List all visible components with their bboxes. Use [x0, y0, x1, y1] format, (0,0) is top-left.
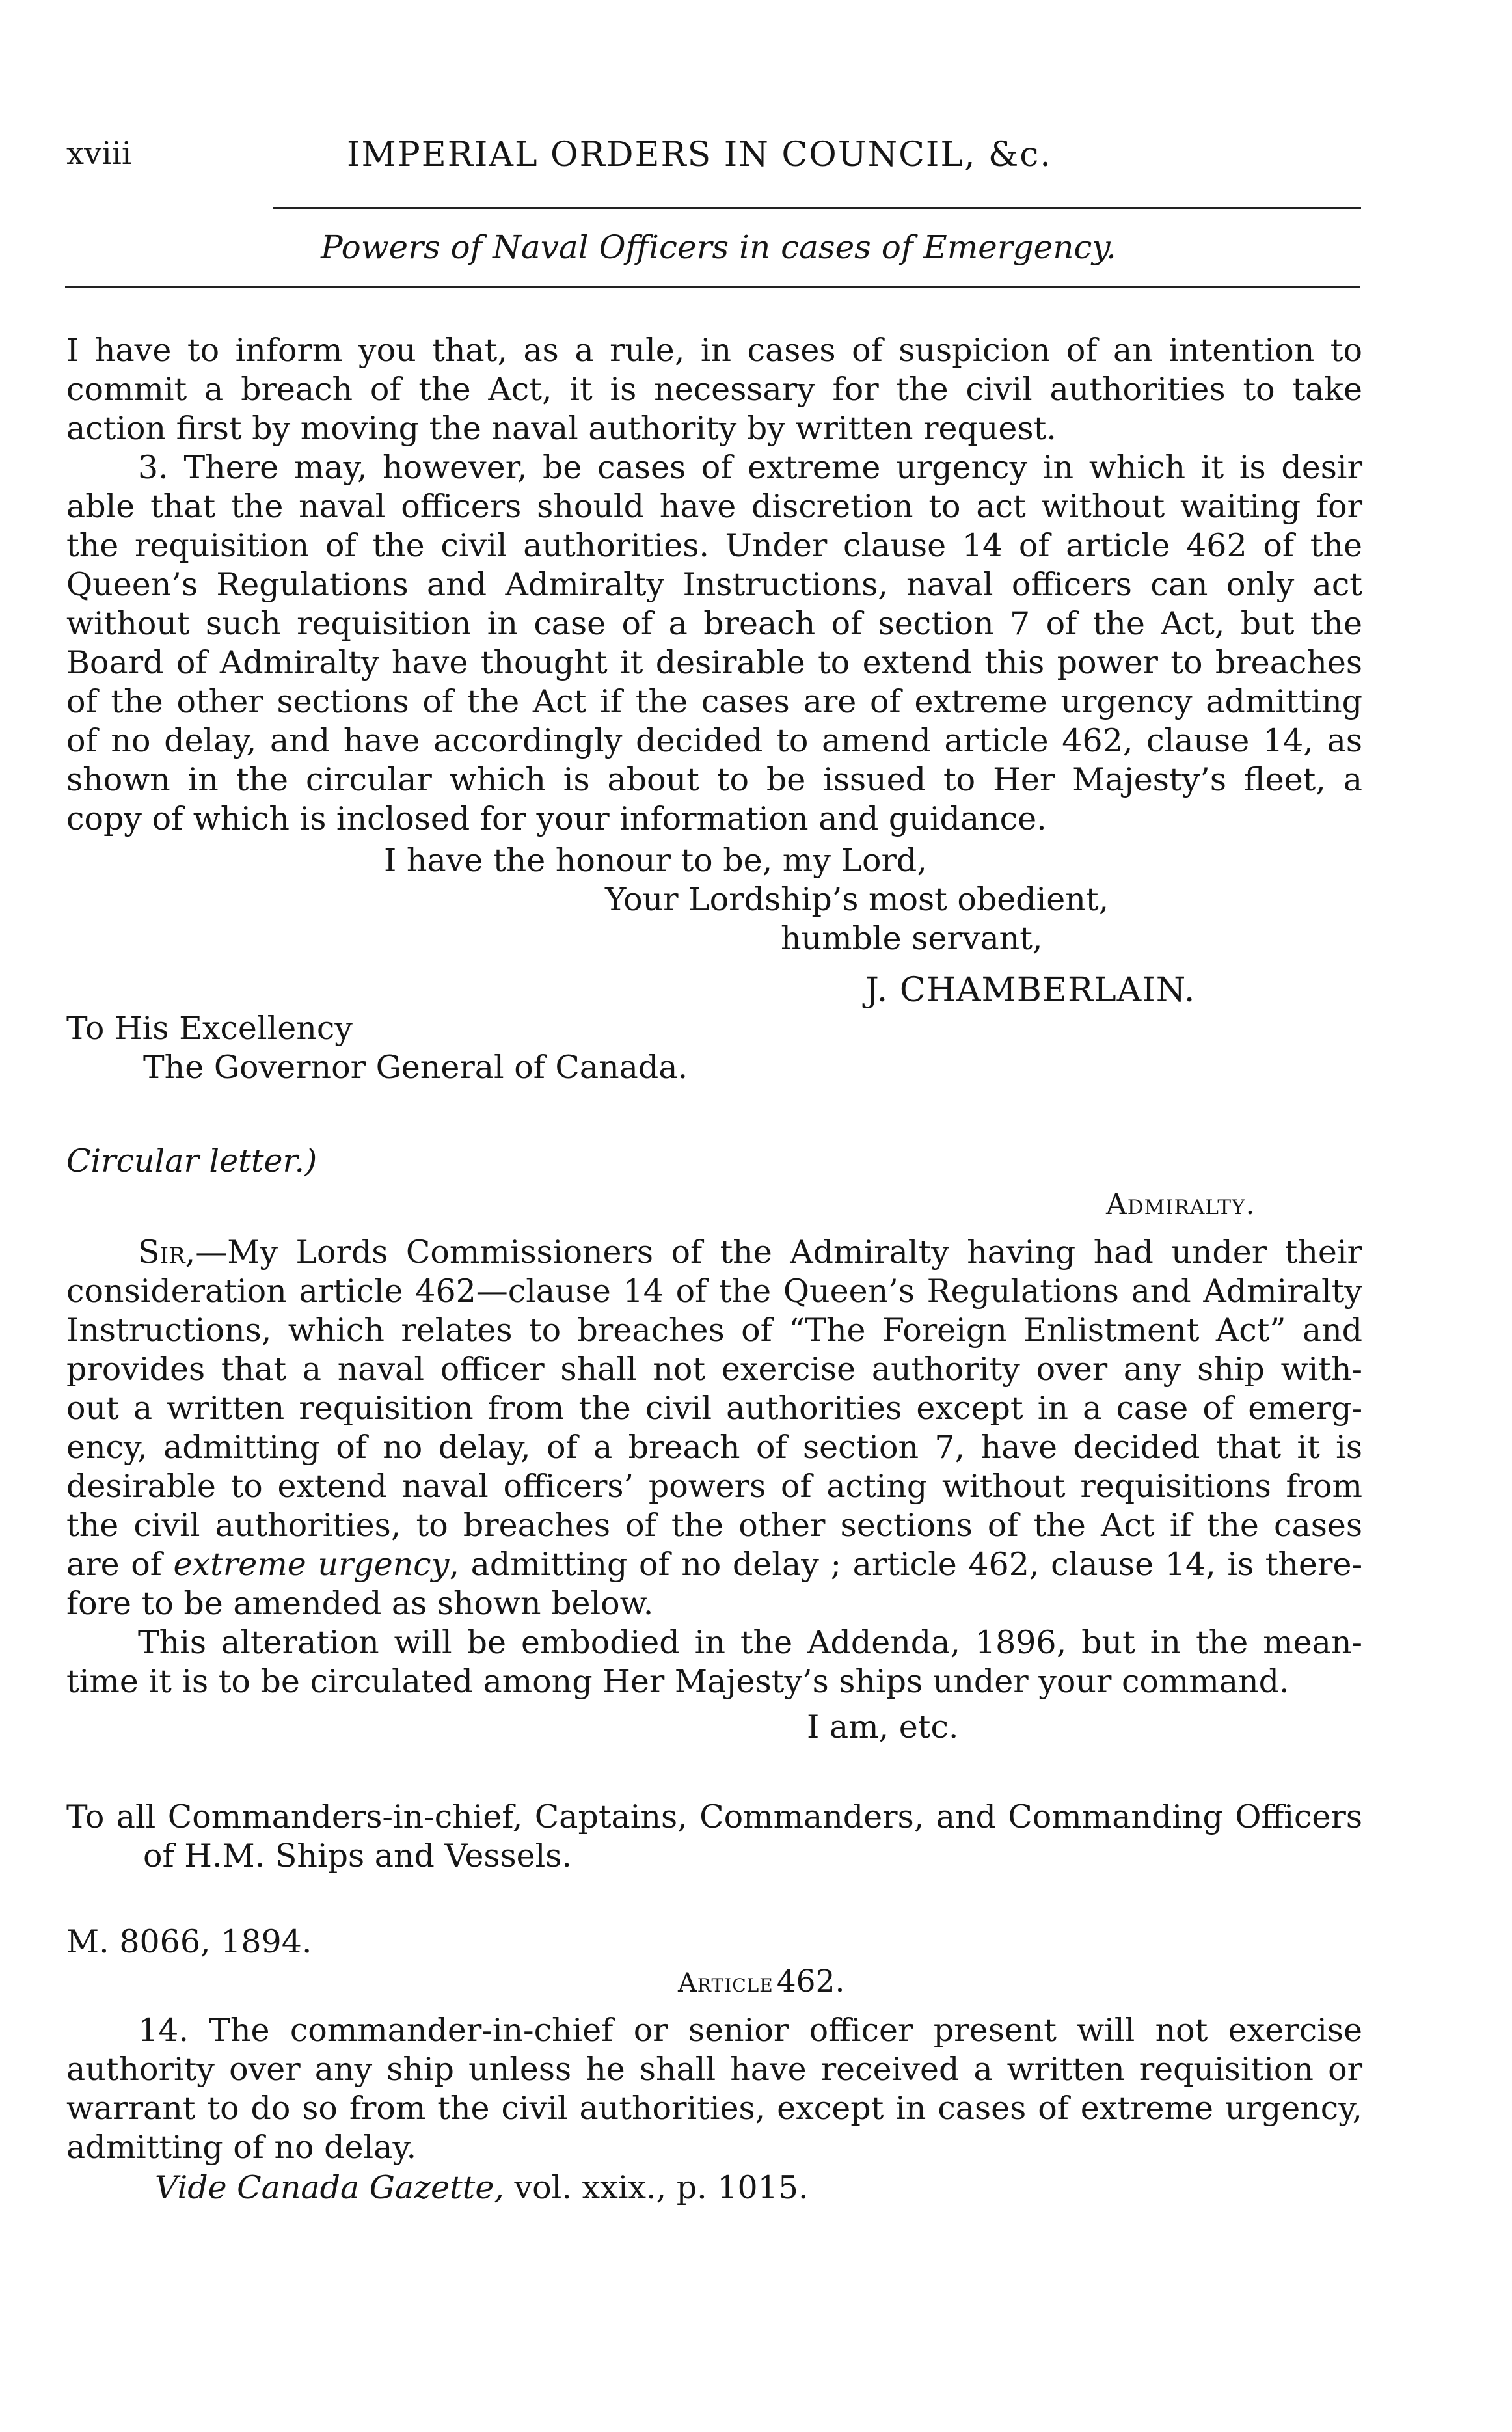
text-line: Queen’s Regulations and Admiralty Instructions, naval officers can only act: [66, 566, 1362, 603]
article-heading: Article 462.: [678, 1964, 845, 1999]
text-line: without such requisition in case of a breach of section 7 of the Act, but the: [66, 605, 1362, 642]
text-line: provides that a naval officer shall not exercise authority over any ship with-: [66, 1351, 1362, 1388]
text-line: 3. There may, however, be cases of extreme urgency in which it is desir: [138, 449, 1362, 486]
closing-line: Your Lordship’s most obedient,: [605, 881, 1109, 918]
text-line: the civil authorities, to breaches of the other sections of the Act if the cases: [66, 1507, 1362, 1544]
text-line: time it is to be circulated among Her Majesty’s ships under your command.: [66, 1663, 1289, 1700]
text-line: authority over any ship unless he shall have received a written requisition or: [66, 2051, 1362, 2088]
text-line: Board of Admiralty have thought it desirable to extend this power to breaches: [66, 644, 1362, 681]
text-line: warrant to do so from the civil authorities, except in cases of extreme urgency,: [66, 2090, 1362, 2127]
text-line: the requisition of the civil authorities. Under clause 14 of article 462 of the: [66, 527, 1362, 564]
text-line: fore to be amended as shown below.: [66, 1585, 654, 1622]
emphasis: extreme urgency: [173, 1546, 450, 1583]
circular-origin: Admiralty.: [1106, 1188, 1256, 1221]
text-line: copy of which is inclosed for your information and guidance.: [66, 800, 1047, 837]
text-line: 14. The commander-in-chief or senior officer present will not exercise: [138, 2012, 1362, 2049]
circular-recipients: To all Commanders-in-chief, Captains, Commanders, and Commanding Officers: [66, 1798, 1362, 1835]
text-line: out a written requisition from the civil authorities except in a case of emerg-: [66, 1390, 1362, 1427]
signature: J. CHAMBERLAIN.: [865, 971, 1196, 1010]
text-line: ency, admitting of no delay, of a breach of section 7, have decided that it is: [66, 1429, 1362, 1466]
circular-recipients-line-2: of H.M. Ships and Vessels.: [143, 1837, 573, 1874]
text-line: commit a breach of the Act, it is necessary for the civil authorities to take: [66, 371, 1362, 408]
header-rule-bottom: [65, 286, 1360, 288]
text-line: Sir,—My Lords Commissioners of the Admiralty having had under their: [138, 1234, 1362, 1271]
text-line: able that the naval officers should have discretion to act without waiting for: [66, 488, 1362, 525]
text-line: of no delay, and have accordingly decided to amend article 462, clause 14, as: [66, 722, 1362, 759]
text-line: action first by moving the naval authority by written request.: [66, 410, 1057, 447]
text-line: Instructions, which relates to breaches of “The Foreign Enlistment Act” and: [66, 1312, 1362, 1349]
section-heading: Powers of Naval Officers in cases of Emergency.: [321, 228, 1116, 266]
text-line: admitting of no delay.: [66, 2129, 417, 2166]
running-title: IMPERIAL ORDERS IN COUNCIL, &c.: [347, 135, 1052, 174]
text-line: I have to inform you that, as a rule, in cases of suspicion of an intention to: [66, 332, 1362, 369]
circular-closing: I am, etc.: [807, 1709, 959, 1746]
text-line: are of extreme urgency, admitting of no delay ; article 462, clause 14, is there-: [66, 1546, 1362, 1583]
reference-number: M. 8066, 1894.: [66, 1923, 312, 1960]
page-number: xviii: [66, 135, 132, 172]
closing-line: I have the honour to be, my Lord,: [384, 842, 927, 879]
header-rule-top: [273, 207, 1361, 209]
circular-label: Circular letter.): [66, 1142, 317, 1180]
addressee-line: The Governor General of Canada.: [143, 1049, 688, 1086]
closing-line: humble servant,: [781, 920, 1043, 957]
text-line: shown in the circular which is about to be issued to Her Majesty’s fleet, a: [66, 761, 1362, 798]
text-line: of the other sections of the Act if the cases are of extreme urgency admitting: [66, 683, 1362, 720]
salutation: Sir,: [138, 1234, 196, 1271]
citation: Vide Canada Gazette, vol. xxix., p. 1015.: [155, 2169, 809, 2206]
addressee-line: To His Excellency: [66, 1010, 353, 1047]
text-line: This alteration will be embodied in the Addenda, 1896, but in the mean-: [138, 1624, 1362, 1661]
text-line: desirable to extend naval officers’ powers of acting without requisitions from: [66, 1468, 1362, 1505]
text-line: consideration article 462—clause 14 of the Queen’s Regulations and Admiralty: [66, 1273, 1362, 1310]
